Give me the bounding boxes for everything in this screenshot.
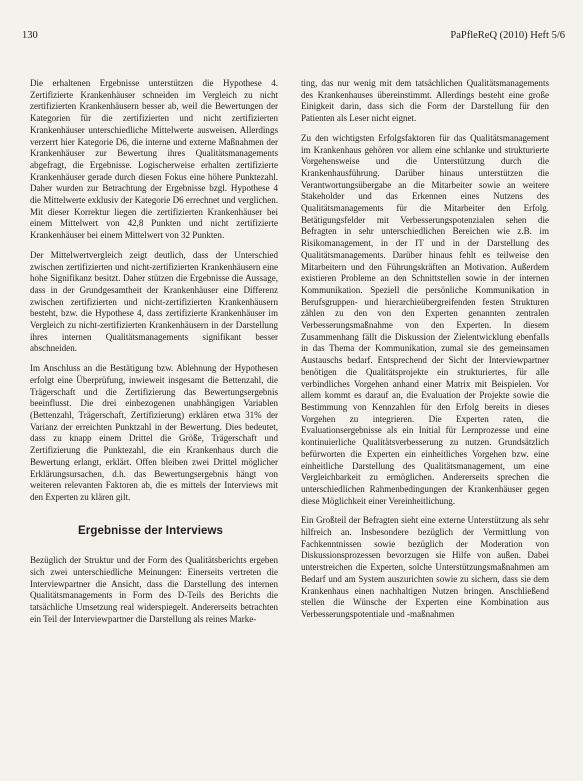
journal-citation: PaPfleReQ (2010) Heft 5/6 — [450, 30, 565, 41]
body-paragraph: Zu den wichtigsten Erfolgsfaktoren für das Qualitätsmanagement im Krankenhaus gehören vor allem eine schlanke und strukturierte Vorgehensweise und die Unterstützung durch die Krankenhausführung. Darüber hinaus unterstützen die Verantwortungsübergabe an die Mitarbeiter sowie an weitere Stakeholder und das Erkennen eines Nutzens des Qualitätsmanagements für die Mitarbeiter den Erfolg. Betätigungsfelder mit Verbesserungspotenzialen sehen die Befragten in sehr unterschiedlichen Bereichen wie z.B. im Risikomanagement, in der IT und in der Darstellung des Qualitätsmanagements. Darüber hinaus fehlt es teilweise den Mitarbeitern und den Führungskräften an Motivation. Außerdem existieren Probleme an den Schnittstellen sowie in der internen Kommunikation. Speziell die persönliche Kommunikation in Berufsgruppen- und hierarchieübergreifenden festen Strukturen zählen zu den von den Experten genannten zentralen Verbesserungsmaßnahme von den Experten. In diesem Zusammenhang fällt die Diskussion der Zielentwicklung ebenfalls in das Thema der Kommunikation, zumal sie des gemeinsamen Austauschs bedarf. Entsprechend der Sicht der Interviewpartner benötigen die Qualitätsprojekte ein strukturiertes, für alle verbindliches Vorgehen anhand einer Matrix mit Beispielen. Vor allem kommt es darauf an, die Evaluation der Projekte sowie die Bestimmung von Kennzahlen für den Erfolg bereits in dieses Vorgehen zu integrieren. Die Experten raten, die Evaluationsergebnisse als ein Initial für Lernprozesse und eine kontinuierliche Qualitätsverbesserung zu nutzen. Grundsätzlich befürworten die Experten ein einheitliches Vorgehen bzw. eine einheitliche Darstellung des Qualitätsmanagement, um eine Vergleichbarkeit zu ermöglichen. Andererseits sprechen die unterschiedlichen Rahmenbedingungen der Krankenhäuser gegen diese Möglichkeit einer Vereinheitlichung. — [301, 132, 549, 506]
page-header — [22, 30, 565, 41]
body-paragraph: ting, das nur wenig mit dem tatsächlichen Qualitätsmanagements des Krankenhauses übereinstimmt. Allerdings besteht eine große Einigkeit darin, dass sich die Form der Darstellung für den Patienten als Leser nicht eignet. — [301, 78, 549, 124]
body-paragraph: Ein Großteil der Befragten sieht eine externe Unterstützung als sehr hilfreich an. Insbesondere bezüglich der Vermittlung von Fachkenntnissen sowie bezüglich der Moderation von Diskussionsprozessen bevorzugen sie Hilfe von außen. Dabei unterstreichen die Experten, solche Unterstützungsmaßnahmen am Bedarf und am System auszurichten sowie zu sichern, dass sie dem Krankenhaus einen nachhaltigen Nutzen bringen. Anschließend stellen die Wünsche der Experten eine Kombination aus Verbesserungspotentiale und -maßnahmen — [301, 515, 549, 619]
body-paragraph: Im Anschluss an die Bestätigung bzw. Ablehnung der Hypothesen erfolgt eine Überprüfung, inwieweit insgesamt die Bettenzahl, die Trägerschaft und die Zertifizierung das Bewertungsergebnis beeinflusst. Die drei einbezogenen unabhängigen Variablen (Bettenzahl, Trägerschaft, Zertifizierung) erklären etwa 31% der Varianz der erreichten Punktzahl in der Bewertung. Dies bedeutet, dass zu knapp einem Drittel die Größe, Trägerschaft und Zertifizierung die Punktezahl, die ein Krankenhaus durch die Bewertung erlangt, erklärt. Offen bleiben zwei Drittel möglicher Erklärungsursachen, d.h. das Bewertungsergebnis hängt von weiteren relevanten Faktoren ab, die es mittels der Interviews mit den Experten zu klären gilt. — [30, 363, 278, 502]
left-column — [30, 78, 278, 626]
body-paragraph: Die erhaltenen Ergebnisse unterstützen die Hypothese 4. Zertifizierte Krankenhäuser schneiden im Vergleich zu nicht zertifizierten Krankenhäusern besser ab, weil die Bewertungen der Kategorien für die zertifizierten und nicht zertifizierten Krankenhäuser unterschiedliche Mittelwerte ausweisen. Allerdings verzerrt hier Kategorie D6, die interne und externe Maßnahmen der Krankenhäuser zur Bewertung ihres Qualitätsmanagements abgefragt, die Ergebnisse. Logischerweise erhalten zertifizierte Krankenhäuser gerade durch diesen Fokus eine höhere Punktezahl. Daher wurden zur Betrachtung der Ergebnisse bzgl. Hypothese 4 die Mittelwerte exklusiv der Kategorie D6 errechnet und verglichen. Mit dieser Korrektur liegen die zertifizierten Krankenhäuser bei einem Mittelwert von 42,8 Punkten und nicht zertifizierte Krankenhäuser bei einem Mittelwert von 32 Punkten. — [30, 78, 278, 241]
right-column — [301, 78, 549, 621]
page-number: 130 — [22, 30, 38, 41]
body-paragraph: Bezüglich der Struktur und der Form des Qualitätsberichts ergeben sich zwei unterschiedliche Meinungen: Einerseits vertreten die Interviewpartner die Ansicht, dass die Darstellung des internen Qualitätsmanagements in Form des D-Teils des Berichts die tatsächliche Umsetzung real widerspiegelt. Andererseits betrachten ein Teil der Interviewpartner die Darstellung als reines Marke- — [30, 555, 278, 624]
section-heading: Ergebnisse der Interviews — [78, 524, 224, 537]
body-paragraph: Der Mittelwertvergleich zeigt deutlich, dass der Unterschied zwischen zertifizierten und nicht-zertifizierten Krankenhäusern eine hohe Signifikanz besitzt. Daher stützen die Ergebnisse die Aussage, dass in der Grundgesamtheit der Krankenhäuser eine Differenz zwischen zertifizierten und nicht-zertifizierten Krankenhäusern besteht, bzw. die Hypothese 4, dass zertifizierte Krankenhäuser im Vergleich zu nicht-zertifizierten Krankenhäusern in der Darstellung ihres internen Qualitätsmanagements signifikant besser abschneiden. — [30, 249, 278, 354]
